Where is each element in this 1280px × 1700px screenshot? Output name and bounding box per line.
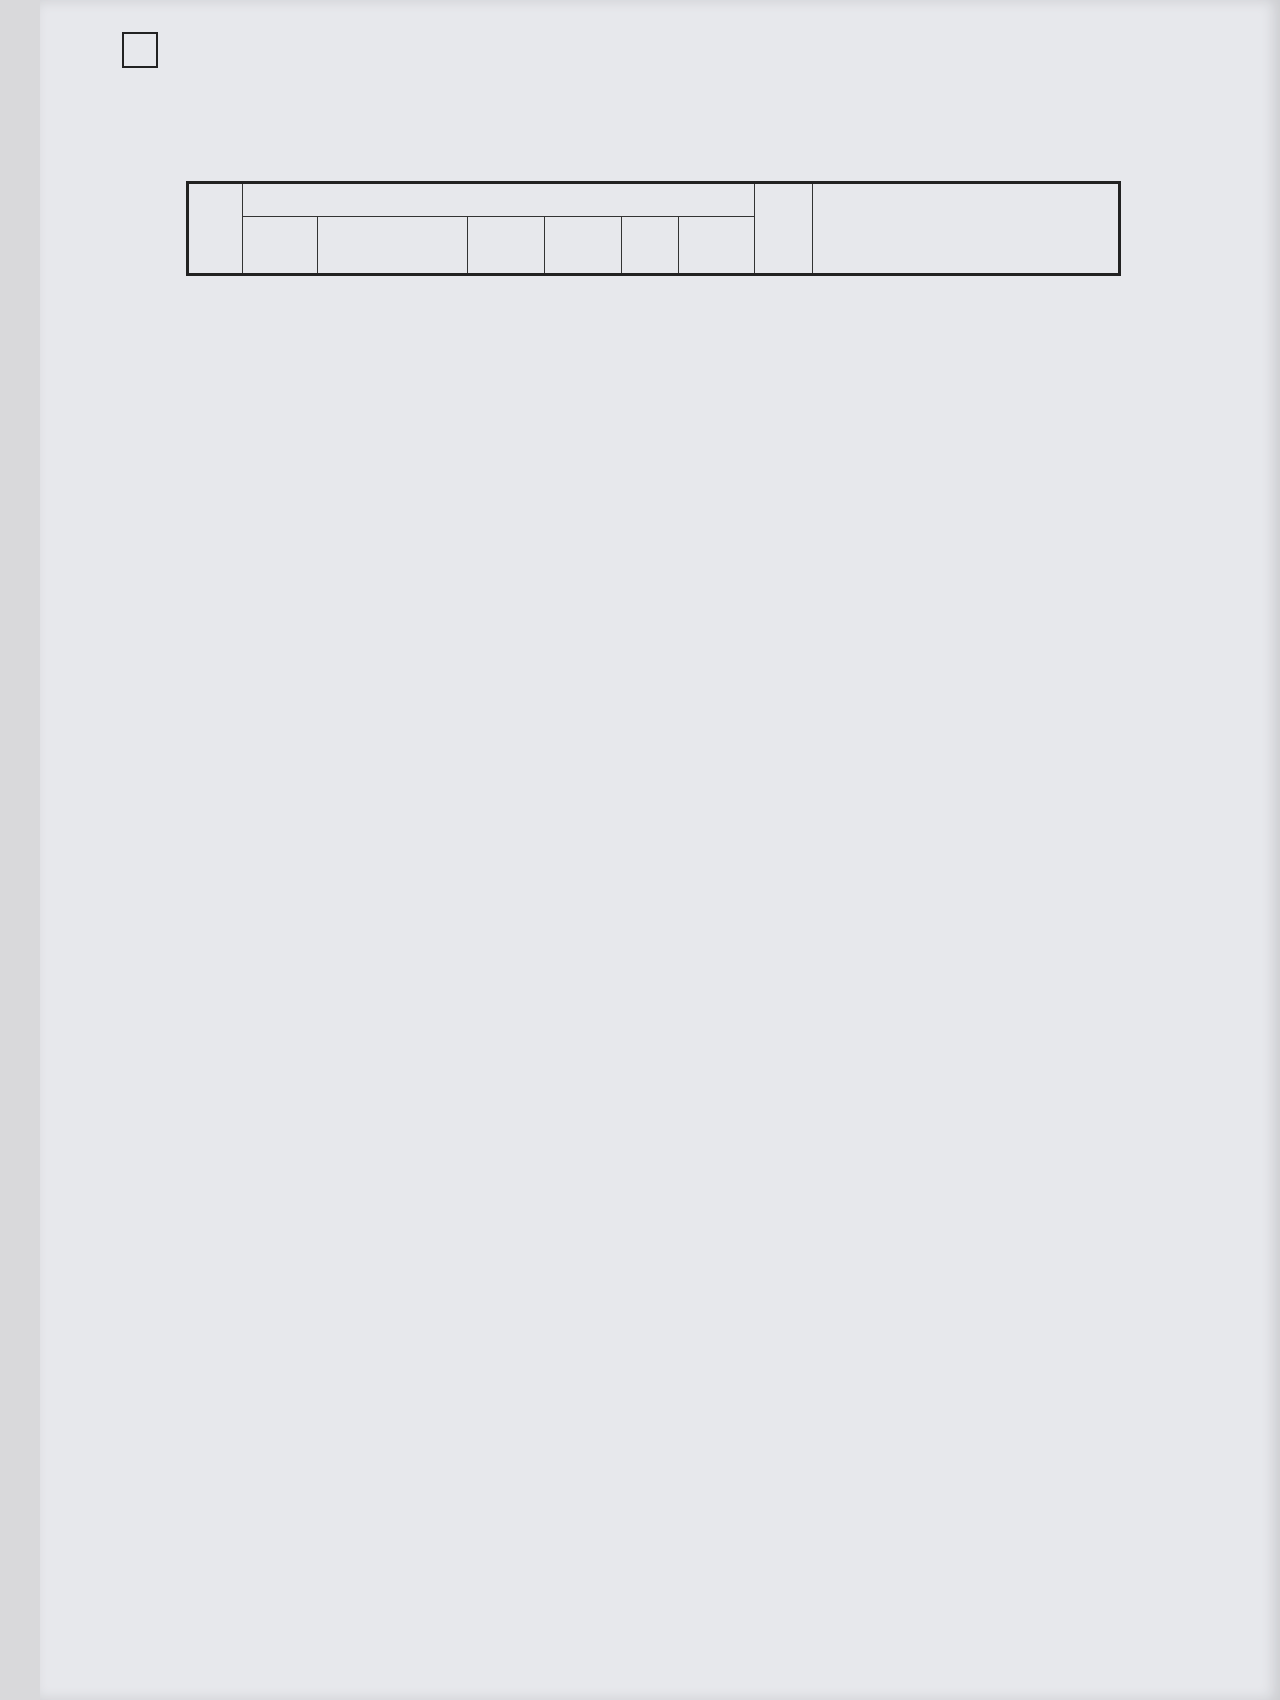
header-q-value: [622, 217, 679, 275]
header-figure: [813, 183, 1120, 275]
header-test-frequency: [679, 217, 755, 275]
header-position-code: [188, 183, 243, 275]
coil-table: [186, 181, 1121, 276]
header-function: [755, 183, 813, 275]
header-inductance: [545, 217, 622, 275]
stamp-logo: [122, 32, 158, 68]
header-turns: [468, 217, 545, 275]
header-coil-data: [243, 183, 755, 217]
header-contacts: [243, 217, 318, 275]
header-wire-spec: [318, 217, 468, 275]
